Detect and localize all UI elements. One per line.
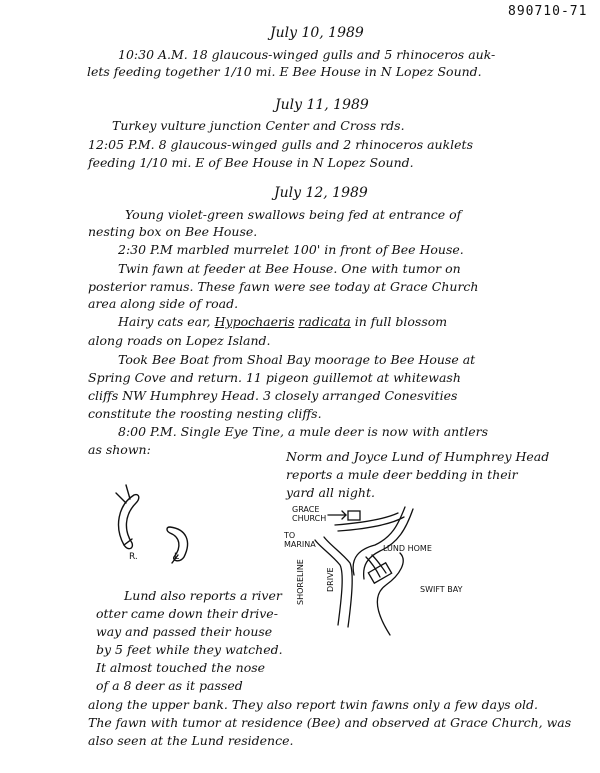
entry-line: posterior ramus. These fawn were see today at Grace Church xyxy=(88,279,479,294)
closing-line: The fawn with tumor at residence (Bee) and observed at Grace Church, was xyxy=(88,715,572,730)
plant-status: in full blossom xyxy=(350,314,448,329)
entry-date: July 12, 1989 xyxy=(274,185,368,201)
closing-line: also seen at the Lund residence. xyxy=(88,733,294,748)
entry-date: July 10, 1989 xyxy=(270,25,364,41)
entry-line: 12:05 P.M. 8 glaucous-winged gulls and 2 rhinoceros auklets xyxy=(88,137,473,152)
otter-note-line: Lund also reports a river xyxy=(124,588,282,603)
entry-line: lets feeding together 1/10 mi. E Bee House in N Lopez Sound. xyxy=(87,64,482,79)
otter-note-line: way and passed their house xyxy=(96,624,273,639)
entry-line: 8:00 P.M. Single Eye Tine, a mule deer is now with antlers xyxy=(118,424,489,439)
entry-line: 10:30 A.M. 18 glaucous-winged gulls and 5 rhinoceros auk- xyxy=(118,47,496,62)
entry-line xyxy=(118,314,447,329)
plant-species: radicata xyxy=(298,314,351,329)
entry-line: along roads on Lopez Island. xyxy=(88,333,271,348)
map-label-shoreline: SHORELINE xyxy=(296,559,305,605)
entry-line: Young violet-green swallows being fed at entrance of xyxy=(125,207,462,222)
lund-note-line: yard all night. xyxy=(286,485,375,500)
entry-line: Twin fawn at feeder at Bee House. One with tumor on xyxy=(118,261,461,276)
closing-line: along the upper bank. They also report twin fawns only a few days old. xyxy=(88,697,539,712)
entry-line: Turkey vulture junction Center and Cross rds. xyxy=(112,118,405,133)
plant-genus: Hypochaeris xyxy=(214,314,295,329)
map-label-to: TO xyxy=(284,531,296,540)
lund-note-line: Norm and Joyce Lund of Humphrey Head xyxy=(286,449,550,464)
map-label-grace: GRACE xyxy=(292,505,320,514)
otter-note-line: It almost touched the nose xyxy=(96,660,266,675)
map-label-marina: MARINA xyxy=(284,540,316,549)
plant-common-name: Hairy cats ear, xyxy=(118,314,215,329)
antler-label-left: L xyxy=(174,552,180,562)
entry-date: July 11, 1989 xyxy=(275,97,369,113)
entry-line: feeding 1/10 mi. E of Bee House in N Lopez Sound. xyxy=(88,155,414,170)
entry-line: as shown: xyxy=(88,442,151,457)
otter-note-line: by 5 feet while they watched. xyxy=(96,642,283,657)
entry-line: nesting box on Bee House. xyxy=(88,224,258,239)
entry-line: area along side of road. xyxy=(88,296,239,311)
entry-line: constitute the roosting nesting cliffs. xyxy=(88,406,322,421)
map-label-drive: DRIVE xyxy=(326,567,335,592)
entry-line: Took Bee Boat from Shoal Bay moorage to Bee House at xyxy=(118,352,476,367)
entry-line: Spring Cove and return. 11 pigeon guillemot at whitewash xyxy=(88,370,461,385)
antler-label-right: R. xyxy=(129,552,138,562)
antler-sketch xyxy=(100,475,220,575)
church-building xyxy=(348,511,360,520)
map-label-swift-bay: SWIFT BAY xyxy=(420,585,463,594)
otter-note-line: of a 8 deer as it passed xyxy=(96,678,243,693)
map-label-church: CHURCH xyxy=(292,514,327,523)
entry-line: cliffs NW Humphrey Head. 3 closely arranged Conesvities xyxy=(88,388,458,403)
document-id: 890710-71 xyxy=(508,4,588,19)
lund-note-line: reports a mule deer bedding in their xyxy=(286,467,518,482)
otter-note-line: otter came down their drive- xyxy=(96,606,278,621)
entry-line: 2:30 P.M marbled murrelet 100' in front of Bee House. xyxy=(118,242,464,257)
map-label-lund-home: LUND HOME xyxy=(383,544,432,553)
